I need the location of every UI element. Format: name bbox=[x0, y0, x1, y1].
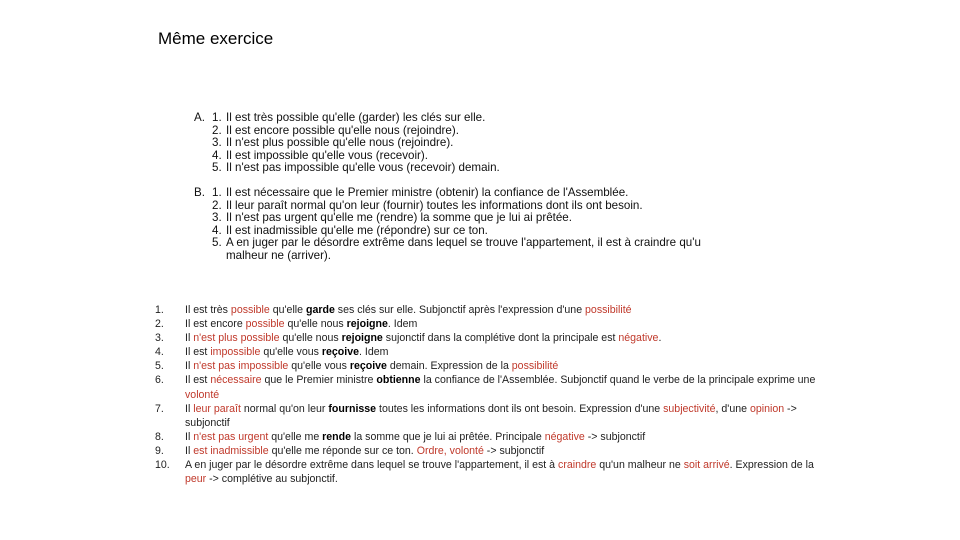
exercise-section-b bbox=[190, 187, 730, 263]
section-letter-b: B. bbox=[194, 185, 205, 199]
list-item-text: Il est inadmissible qu'elle me réponde sur ce ton. Ordre, volonté -> subjonctif bbox=[185, 444, 545, 457]
answer-list bbox=[155, 303, 835, 486]
list-item-number: 3. bbox=[155, 332, 164, 345]
list-item bbox=[155, 373, 835, 401]
list-item bbox=[155, 444, 835, 458]
list-item-number: 7. bbox=[155, 402, 164, 415]
exercise-line: 3. Il n'est plus possible qu'elle nous (rejoindre). bbox=[212, 136, 454, 150]
exercise-section-a bbox=[190, 112, 730, 175]
list-item-number: 4. bbox=[155, 346, 164, 359]
list-item-text: Il n'est pas impossible qu'elle vous reçoive demain. Expression de la possibilité bbox=[185, 360, 559, 373]
exercise-line: 2. Il est encore possible qu'elle nous (rejoindre). bbox=[212, 123, 459, 137]
list-item-text: Il est encore possible qu'elle nous rejoigne. Idem bbox=[185, 318, 418, 331]
list-item-number: 9. bbox=[155, 444, 164, 457]
exercise-line: 3. Il n'est pas urgent qu'elle me (rendre) la somme que je lui ai prêtée. bbox=[212, 211, 572, 225]
list-item-text: Il n'est pas urgent qu'elle me rende la somme que je lui ai prêtée. Principale négative -> subjonctif bbox=[185, 430, 646, 443]
exercise-line: 1. Il est nécessaire que le Premier ministre (obtenir) la confiance de l'Assemblée. bbox=[212, 185, 629, 199]
list-item-number: 1. bbox=[155, 304, 164, 316]
exercise-line: 5. Il n'est pas impossible qu'elle vous (recevoir) demain. bbox=[212, 161, 500, 175]
list-item bbox=[155, 331, 835, 345]
list-item-text: Il leur paraît normal qu'on leur fournisse toutes les informations dont ils ont besoin. Expression d'une subjectivité, d'une opinion -> subjonctif bbox=[185, 402, 797, 429]
page-title: Même exercice bbox=[158, 29, 274, 48]
list-item bbox=[155, 345, 835, 359]
list-item-text: Il est très possible qu'elle garde ses clés sur elle. Subjonctif après l'expression d'une possibilité bbox=[185, 304, 632, 316]
exercise-scan bbox=[190, 112, 730, 288]
list-item bbox=[155, 359, 835, 373]
list-item-text: Il est impossible qu'elle vous reçoive. Idem bbox=[185, 346, 389, 359]
exercise-line: 5. A en juger par le désordre extrême dans lequel se trouve l'appartement, il est à craindre qu'u bbox=[212, 236, 701, 250]
list-item-number: 2. bbox=[155, 318, 164, 331]
list-item-number: 10. bbox=[155, 459, 170, 472]
list-item-number: 8. bbox=[155, 430, 164, 443]
exercise-line: 4. Il est impossible qu'elle vous (recevoir). bbox=[212, 148, 428, 162]
list-item-text: Il n'est plus possible qu'elle nous rejoigne sujonctif dans la complétive dont la principale est négative. bbox=[185, 332, 662, 345]
list-item bbox=[155, 430, 835, 444]
exercise-line-continuation: malheur ne (arriver). bbox=[226, 248, 332, 262]
list-item bbox=[155, 303, 835, 317]
section-letter-a: A. bbox=[194, 111, 205, 124]
list-item-text: Il est nécessaire que le Premier ministre obtienne la confiance de l'Assemblée. Subjonctif quand le verbe de la principale exprime une volonté bbox=[185, 374, 816, 401]
list-item-number: 5. bbox=[155, 360, 164, 373]
exercise-line: 1. Il est très possible qu'elle (garder) les clés sur elle. bbox=[212, 111, 486, 124]
exercise-line: 2. Il leur paraît normal qu'on leur (fournir) toutes les informations dont ils ont besoin. bbox=[212, 198, 643, 212]
list-item bbox=[155, 402, 835, 430]
list-item-number: 6. bbox=[155, 374, 164, 387]
exercise-line: 4. Il est inadmissible qu'elle me (répondre) sur ce ton. bbox=[212, 223, 488, 237]
list-item bbox=[155, 317, 835, 331]
list-item-text: A en juger par le désordre extrême dans lequel se trouve l'appartement, il est à craindre qu'un malheur ne soit arrivé. Expression de la peur -> complétive au subjonctif. bbox=[185, 459, 814, 486]
list-item bbox=[155, 458, 835, 486]
